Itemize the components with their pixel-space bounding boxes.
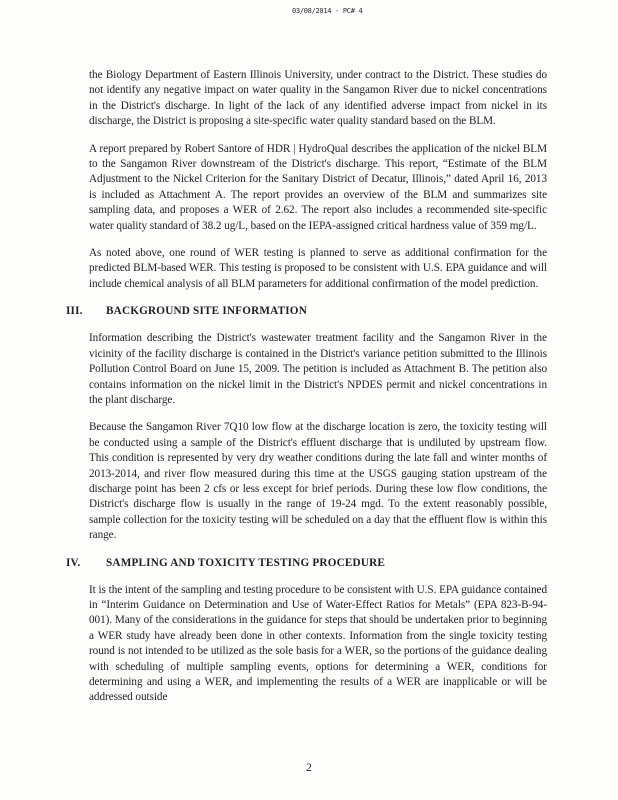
paragraph: It is the intent of the sampling and testing procedure to be consistent with U.S. EPA guidance contained in “Interim Guidance on Determination and Use of Water-Effect Ratios for Metals” (EPA 823-B-94-001). Many of the considerations in the guidance for steps that should be undertaken prior to beginning a WER study have already been done in other contexts. Information from the single toxicity testing round is not intended to be utilized as the sole basis for a WER, so the portions of the guidance dealing with scheduling of multiple sampling events, options for determining a WER, conditions for determining and using a WER, and implementing the results of a WER are inapplicable or will be addressed outside (89, 583, 547, 704)
paragraph: the Biology Department of Eastern Illinois University, under contract to the District. These studies do not identify any negative impact on water quality in the Sangamon River due to nickel concentrations in the District's discharge. In light of the lack of any identified adverse impact from nickel in its discharge, the District is proposing a site-specific water quality standard based on the BLM. (89, 69, 547, 128)
section-number: IV. (66, 556, 81, 569)
paragraph: As noted above, one round of WER testing is planned to serve as additional confirmation for the predicted BLM-based WER. This testing is proposed to be consistent with U.S. EPA guidance and will include chemical analysis of all BLM parameters for additional confirmation of the model prediction. (89, 247, 547, 290)
paragraph: Information describing the District's wastewater treatment facility and the Sangamon River in the vicinity of the facility discharge is contained in the District's variance petition submitted to the Illinois Pollution Control Board on June 15, 2009. The petition is included as Attachment B. The petition also contains information on the nickel limit in the District's NPDES permit and nickel concentrations in the plant discharge. (89, 332, 547, 406)
document-body (66, 68, 547, 718)
section-title: SAMPLING AND TOXICITY TESTING PROCEDURE (106, 556, 386, 569)
filing-stamp-line2: 03/08/2014 - PC# 4 (292, 6, 363, 16)
section-title: BACKGROUND SITE INFORMATION (106, 305, 307, 318)
paragraph: Because the Sangamon River 7Q10 low flow at the discharge location is zero, the toxicity testing will be conducted using a sample of the District's effluent discharge that is undiluted by upstream flow. This condition is represented by very dry weather conditions during the late fall and winter months of 2013-2014, and river flow measured during this time at the USGS gauging station upstream of the discharge point has been 2 cfs or less except for brief periods. During these low flow conditions, the District's discharge flow is usually in the range of 19-24 mgd. To the extent reasonably possible, sample collection for the toxicity testing will be scheduled on a day that the effluent flow is within this range. (89, 421, 547, 542)
page-number: 2 (306, 762, 312, 774)
section-number: III. (66, 305, 83, 318)
paragraph: A report prepared by Robert Santore of HDR | HydroQual describes the application of the nickel BLM to the Sangamon River downstream of the District's discharge. This report, “Estimate of the BLM Adjustment to the Nickel Criterion for the Sanitary District of Decatur, Illinois,” dated April 16, 2013 is included as Attachment A. The report provides an overview of the BLM and summarizes site sampling data, and proposes a WER of 2.62. The report also includes a recommended site-specific water quality standard of 38.2 ug/L, based on the IEPA-assigned critical hardness value of 359 mg/L. (89, 142, 547, 232)
section-heading-iii (66, 304, 547, 320)
section-heading-iv (66, 556, 547, 572)
filing-stamp (292, 7, 460, 15)
